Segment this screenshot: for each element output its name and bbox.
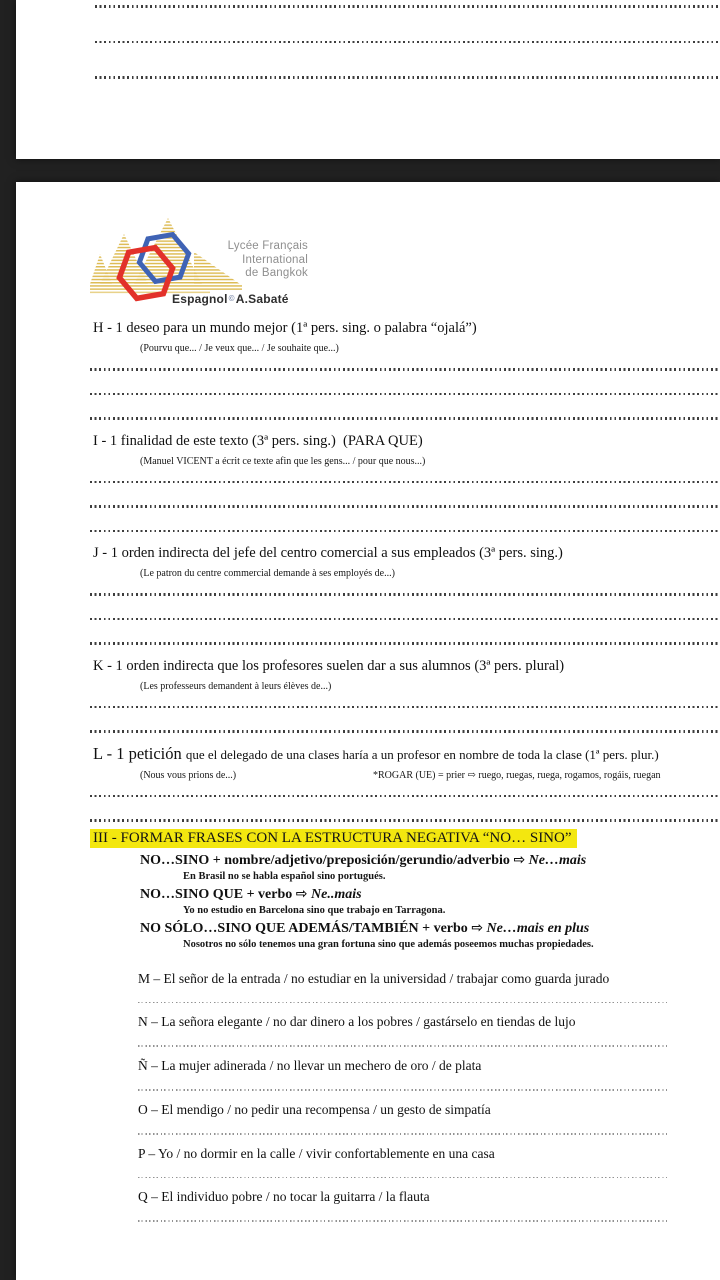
answer-line	[90, 530, 720, 533]
rule-example: En Brasil no se habla español sino portugués.	[183, 870, 386, 882]
rule-no-sino-que	[140, 885, 720, 904]
answer-line	[95, 76, 720, 79]
answer-line	[90, 505, 720, 508]
rule-example: Yo no estudio en Barcelona sino que trabajo en Tarragona.	[183, 904, 446, 916]
rule-fr: Ne…mais en plus	[483, 920, 590, 936]
school-name-line3: de Bangkok	[245, 267, 308, 279]
rule-no-sino	[140, 851, 720, 870]
section-j-hint: (Le patron du centre commercial demande à ses employés de...)	[140, 568, 395, 579]
section-l-title	[93, 744, 720, 765]
answer-line	[90, 417, 720, 420]
section-l	[16, 744, 720, 822]
answer-line	[95, 5, 720, 8]
rule-fr: Ne..mais	[307, 886, 362, 902]
byline-subject: Espagnol	[172, 292, 228, 306]
answer-line	[90, 642, 720, 645]
school-name-line1: Lycée Français	[227, 240, 308, 252]
right-arrow-icon: ⇨	[513, 851, 526, 868]
rule-es: NO SÓLO…SINO QUE ADEMÁS/TAMBIÉN + verbo	[140, 920, 472, 936]
negative-structure-heading-row	[90, 829, 720, 848]
section-l-title-rest: que el delegado de una clases haría a un profesor en nombre de toda la clase (1ª pers. plur.)	[185, 746, 659, 762]
answer-line	[90, 819, 720, 822]
section-k-answer-lines	[16, 706, 720, 733]
exercise-item-o: O – El mendigo / no pedir una recompensa / un gesto de simpatía	[138, 1101, 491, 1117]
answer-line	[90, 393, 720, 396]
section-h-answer-lines	[16, 368, 720, 420]
section-l-answer-lines	[16, 795, 720, 822]
section-l-title-lead: L - 1 petición	[93, 743, 186, 763]
section-h	[16, 318, 720, 420]
answer-line	[90, 368, 720, 371]
worksheet-page	[16, 182, 720, 1280]
rule-fr: Ne…mais	[525, 852, 587, 868]
negative-structure-heading: III - FORMAR FRASES CON LA ESTRUCTURA NEGATIVA “NO… SINO”	[90, 829, 577, 848]
answer-line	[90, 593, 720, 596]
section-h-title: H - 1 deseo para un mundo mejor (1ª pers. sing. o palabra “ojalá”)	[93, 320, 477, 336]
section-i-hint: (Manuel VICENT a écrit ce texte afin que les gens... / pour que nous...)	[140, 455, 426, 467]
section-i	[16, 431, 720, 533]
exercise-item-enye: Ñ – La mujer adinerada / no llevar un mechero de oro / de plata	[138, 1058, 482, 1074]
answer-line	[90, 730, 720, 733]
subject-author-byline	[172, 292, 289, 306]
previous-page-bottom	[16, 0, 720, 159]
answer-line	[95, 41, 720, 44]
section-k-hint: (Les professeurs demandent à leurs élèves de...)	[140, 680, 332, 692]
right-arrow-icon: ⇨	[471, 919, 484, 936]
rule-no-solo-sino-que	[140, 919, 720, 938]
right-arrow-icon: ⇨	[295, 885, 308, 902]
section-h-hint: (Pourvu que... / Je veux que... / Je souhaite que...)	[140, 343, 339, 354]
exercise-item-n: N – La señora elegante / no dar dinero a los pobres / gastárselo en tiendas de lujo	[138, 1014, 576, 1030]
answer-line	[138, 1220, 668, 1222]
section-i-title: I - 1 finalidad de este texto (3ª pers. sing.) (PARA QUE)	[93, 432, 423, 449]
exercise-item-p: P – Yo / no dormir en la calle / vivir confortablemente en una casa	[138, 1145, 495, 1161]
rule-es: NO…SINO + nombre/adjetivo/preposición/gerundio/adverbio	[140, 852, 514, 868]
answer-line	[90, 706, 720, 709]
answer-line	[138, 1177, 668, 1179]
section-l-hint	[140, 769, 720, 782]
page-separator	[0, 159, 720, 182]
exercise-item-q: Q – El individuo pobre / no tocar la guitarra / la flauta	[138, 1189, 430, 1205]
rogar-conjugation-note: *ROGAR (UE) = prier ⇨ ruego, ruegas, ruega, rogamos, rogáis, ruegan	[373, 769, 661, 781]
answer-line	[138, 1002, 668, 1004]
exercise-item-m: M – El señor de la entrada / no estudiar en la universidad / trabajar como guarda jurado	[138, 970, 610, 986]
section-i-answer-lines	[16, 481, 720, 533]
section-j-answer-lines	[16, 593, 720, 645]
section-k-title: K - 1 orden indirecta que los profesores suelen dar a sus alumnos (3ª pers. plural)	[93, 657, 565, 674]
school-name-line2: International	[242, 253, 308, 266]
school-name	[196, 240, 308, 281]
section-l-hint-text: (Nous vous prions de...)	[140, 769, 237, 781]
rule-example: Nosotros no sólo tenemos una gran fortuna sino que además poseemos muchas propiedades.	[183, 938, 594, 950]
section-j-title: J - 1 orden indirecta del jefe del centro comercial a sus empleados (3ª pers. sing.)	[93, 545, 563, 561]
byline-author: A.Sabaté	[235, 292, 289, 306]
answer-line	[138, 1089, 668, 1091]
section-k	[16, 656, 720, 733]
answer-line	[138, 1045, 668, 1047]
answer-line	[90, 795, 720, 798]
rule-es: NO…SINO QUE + verbo	[140, 886, 296, 902]
answer-line	[90, 618, 720, 621]
school-logo	[90, 218, 308, 306]
answer-line	[138, 1133, 668, 1135]
answer-line	[90, 481, 720, 484]
section-j	[16, 543, 720, 645]
copyright-icon: ©	[228, 294, 235, 303]
